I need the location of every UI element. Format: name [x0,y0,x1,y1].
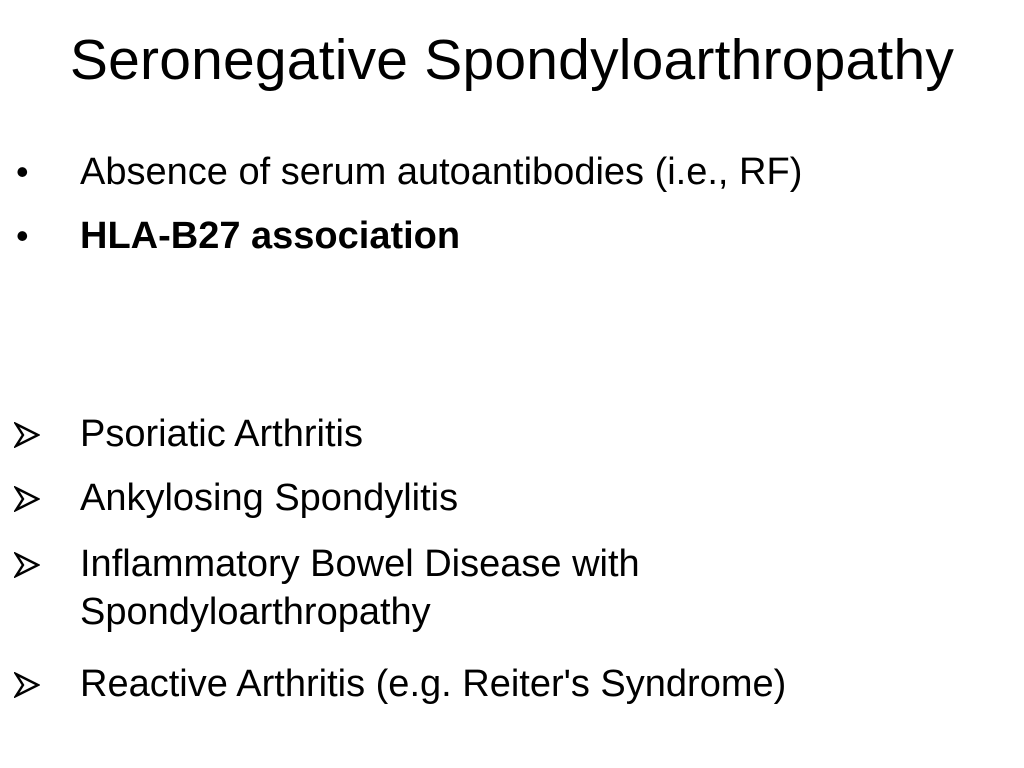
arrow-item-text-continued: Spondyloarthropathy [80,591,431,633]
bullet-dot-icon: • [16,215,29,256]
bullet-text: HLA-B27 association [80,215,461,257]
bullet-text: Absence of serum autoantibodies (i.e., RF) [80,151,803,193]
arrow-item-text: Reactive Arthritis (e.g. Reiter's Syndrome) [80,663,787,705]
arrow-bullet-icon [14,540,54,578]
arrow-bullet-icon [14,410,54,448]
bullet-dot-icon: • [16,151,29,192]
arrow-item-text: Inflammatory Bowel Disease with [80,543,640,585]
arrow-bullet-icon [14,474,54,512]
arrow-item-text: Ankylosing Spondylitis [80,477,459,519]
arrow-bullet-icon [14,660,54,698]
slide-title: Seronegative Spondyloarthropathy [69,28,955,92]
arrow-item-text: Psoriatic Arthritis [80,413,363,455]
